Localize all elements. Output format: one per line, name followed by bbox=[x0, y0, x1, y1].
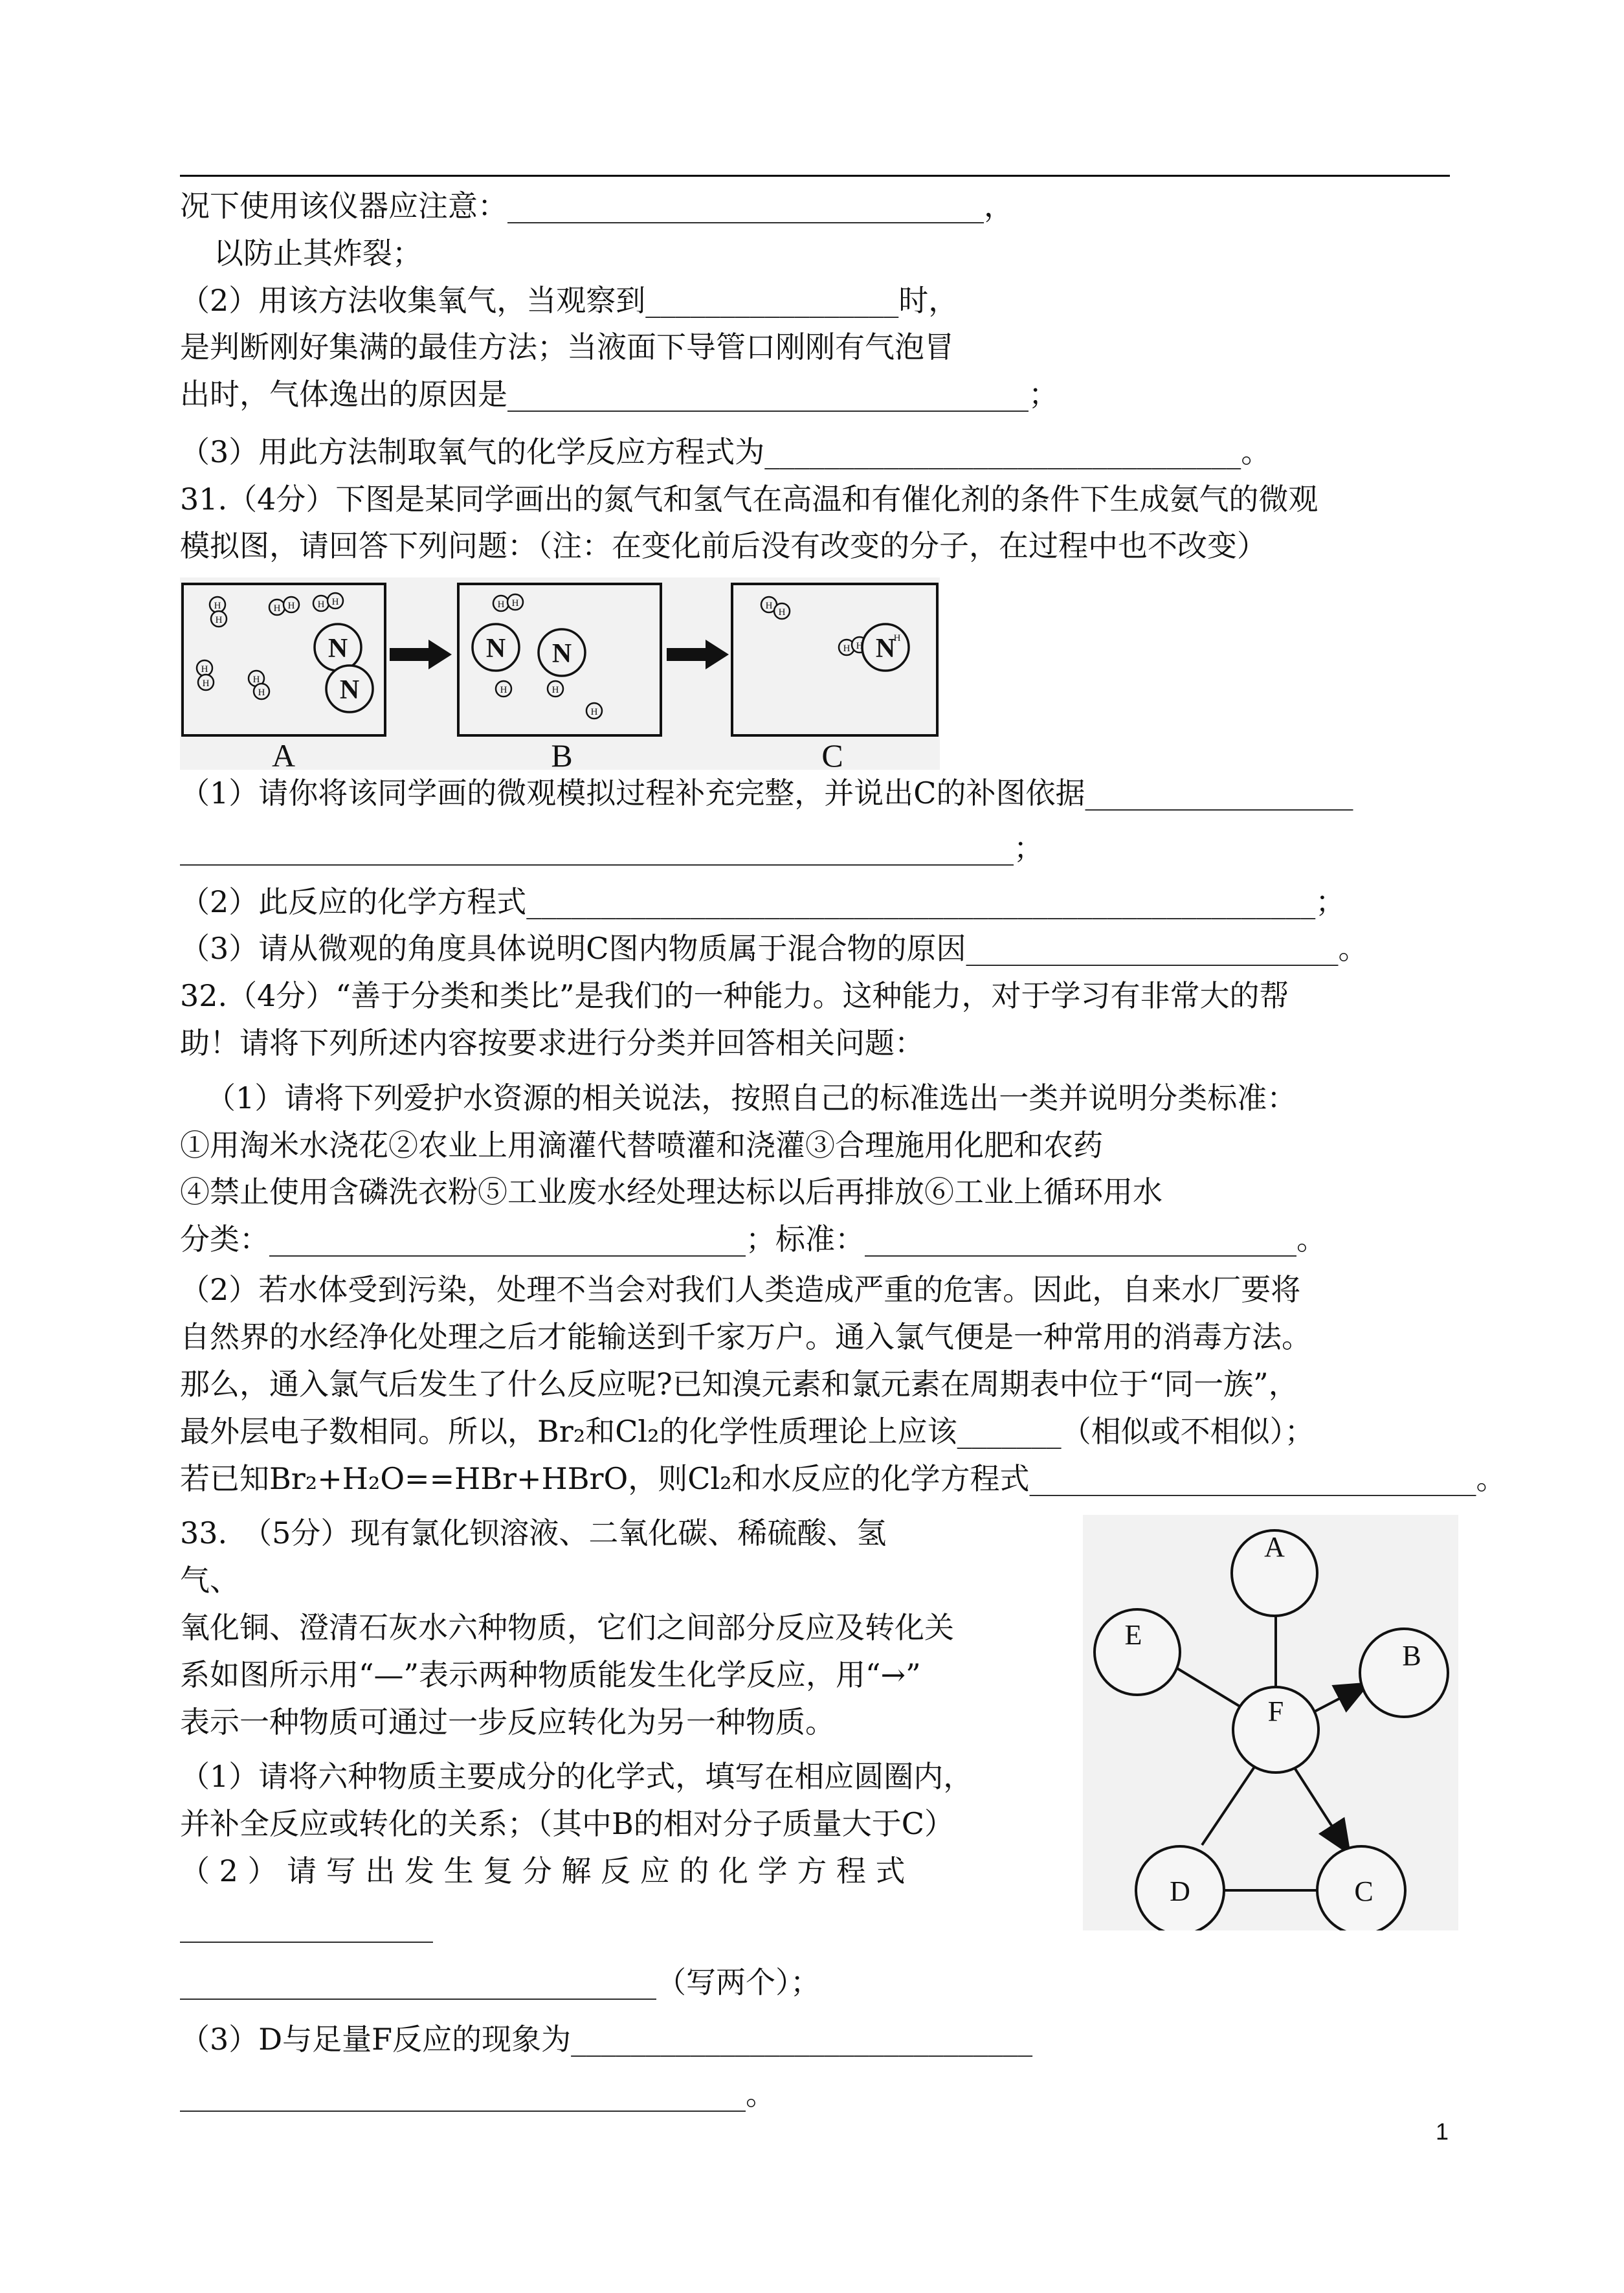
text-line: 是判断刚好集满的最佳方法；当液面下导管口刚刚有气泡冒 bbox=[180, 330, 954, 364]
box-label-c: C bbox=[821, 737, 843, 770]
hydrogen-atom-label: H bbox=[317, 599, 325, 610]
hydrogen-atom-label: H bbox=[590, 707, 598, 717]
text-line: （1）请你将该同学画的微观模拟过程补充完整，并说出C的补图依据__________________ bbox=[180, 776, 1353, 811]
nitrogen-atom-label: N bbox=[875, 634, 896, 664]
question-31-stem: 31.（4分）下图是某同学画出的氮气和氢气在高温和有催化剂的条件下生成氨气的微观 bbox=[180, 482, 1318, 517]
text-line: 并补全反应或转化的关系；（其中B的相对分子质量大于C） bbox=[180, 1806, 954, 1841]
hydrogen-atom-label: H bbox=[500, 685, 507, 695]
text-line: （3）D与足量F反应的现象为_______________________________ bbox=[180, 2022, 1033, 2057]
hydrogen-atom-label: H bbox=[202, 678, 210, 689]
hydrogen-atom-label: H bbox=[843, 643, 851, 654]
text-line: 以防止其炸裂； bbox=[214, 236, 422, 271]
hydrogen-atom-label: H bbox=[331, 597, 339, 607]
node-c: C bbox=[1354, 1875, 1374, 1907]
header-rule bbox=[180, 175, 1450, 177]
page-number: 1 bbox=[1436, 2118, 1449, 2145]
text-line: ________________________________________________________； bbox=[180, 831, 1043, 866]
hydrogen-atom-label: H bbox=[765, 601, 773, 611]
text-line: （1）请将六种物质主要成分的化学式，填写在相应圆圈内， bbox=[180, 1759, 973, 1794]
hydrogen-atom-label: H bbox=[551, 685, 559, 695]
node-f: F bbox=[1267, 1695, 1284, 1727]
text-line: 若已知Br₂+H₂O==HBr+HBrO，则Cl₂和水反应的化学方程式______________________________。 bbox=[180, 1461, 1506, 1496]
hydrogen-atom-label: H bbox=[214, 601, 221, 611]
node-b: B bbox=[1402, 1640, 1421, 1672]
text-line: _________________ bbox=[180, 1908, 433, 1943]
text-line: （3）请从微观的角度具体说明C图内物质属于混合物的原因_________________________。 bbox=[180, 931, 1368, 966]
text-line: 模拟图，请回答下列问题：（注：在变化前后没有改变的分子，在过程中也不改变） bbox=[180, 528, 1267, 563]
hydrogen-atom-label: H bbox=[252, 675, 260, 685]
hydrogen-atom-label: H bbox=[258, 688, 265, 698]
text-line: （1）请将下列爱护水资源的相关说法，按照自己的标准选出一类并说明分类标准： bbox=[206, 1080, 1297, 1115]
text-line: 最外层电子数相同。所以，Br₂和Cl₂的化学性质理论上应该_______（相似或不相似）； bbox=[180, 1414, 1315, 1449]
reaction-diagram bbox=[1083, 1515, 1458, 1930]
nitrogen-atom-label: N bbox=[551, 639, 572, 669]
text-line: 表示一种物质可通过一步反应转化为另一种物质。 bbox=[180, 1705, 835, 1739]
question-32-stem: 32.（4分）“善于分类和类比”是我们的一种能力。这种能力，对于学习有非常大的帮 bbox=[180, 978, 1289, 1013]
hydrogen-atom-label: H bbox=[497, 599, 505, 610]
text-line: ________________________________（写两个）； bbox=[180, 1965, 820, 2000]
question-33-stem: 33. （5分）现有氯化钡溶液、二氧化碳、稀硫酸、氢 bbox=[180, 1516, 887, 1550]
text-line: ④禁止使用含磷洗衣粉⑤工业废水经处理达标以后再排放⑥工业上循环用水 bbox=[180, 1174, 1162, 1209]
text-line: ①用淘米水浇花②农业上用滴灌代替喷灌和浇灌③合理施用化肥和农药 bbox=[180, 1128, 1103, 1163]
node-e: E bbox=[1124, 1619, 1142, 1651]
node-a: A bbox=[1264, 1531, 1285, 1563]
nitrogen-atom-label: N bbox=[339, 675, 360, 705]
hydrogen-atom-label: H bbox=[778, 607, 786, 618]
hydrogen-atom-label: H bbox=[893, 633, 901, 643]
hydrogen-atom-label: H bbox=[287, 601, 295, 611]
hydrogen-atom-label: H bbox=[273, 603, 281, 614]
node-d: D bbox=[1170, 1875, 1190, 1907]
nitrogen-atom-label: N bbox=[328, 634, 348, 664]
text-line: 系如图所示用“—”表示两种物质能发生化学反应，用“→” bbox=[180, 1657, 921, 1692]
hydrogen-atom-label: H bbox=[856, 641, 863, 651]
text-line: 自然界的水经净化处理之后才能输送到千家万户。通入氯气便是一种常用的消毒方法。 bbox=[180, 1319, 1311, 1354]
text-line: （2）此反应的化学方程式_____________________________________________________； bbox=[180, 884, 1346, 919]
text-line: 况下使用该仪器应注意：________________________________， bbox=[180, 188, 1014, 223]
hydrogen-atom-label: H bbox=[215, 615, 223, 625]
text-line: 分类：________________________________；标准：_____________________________。 bbox=[180, 1222, 1326, 1257]
nitrogen-atom-label: N bbox=[485, 634, 506, 664]
hydrogen-atom-label: H bbox=[511, 598, 519, 609]
text-line: 那么，通入氯气后发生了什么反应呢?已知溴元素和氯元素在周期表中位于“同一族”， bbox=[180, 1367, 1298, 1402]
text-line: ______________________________________。 bbox=[180, 2077, 775, 2112]
box-label-b: B bbox=[551, 737, 573, 770]
text-line: （3）用此方法制取氧气的化学反应方程式为________________________________。 bbox=[180, 434, 1271, 469]
text-line: 助！请将下列所述内容按要求进行分类并回答相关问题： bbox=[180, 1025, 924, 1060]
text-line: 氧化铜、澄清石灰水六种物质，它们之间部分反应及转化关 bbox=[180, 1610, 954, 1645]
text-line: 气、 bbox=[180, 1563, 239, 1598]
text-line: （ 2 ） 请 写 出 发 生 复 分 解 反 应 的 化 学 方 程 式 bbox=[180, 1853, 906, 1888]
hydrogen-atom-label: H bbox=[201, 664, 208, 675]
micro-model-figure bbox=[180, 577, 940, 770]
box-label-a: A bbox=[271, 737, 296, 770]
text-line: （2）用该方法收集氧气，当观察到_________________时， bbox=[180, 283, 959, 318]
text-line: （2）若水体受到污染，处理不当会对我们人类造成严重的危害。因此，自来水厂要将 bbox=[180, 1272, 1301, 1307]
text-line: 出时，气体逸出的原因是___________________________________； bbox=[180, 377, 1058, 412]
